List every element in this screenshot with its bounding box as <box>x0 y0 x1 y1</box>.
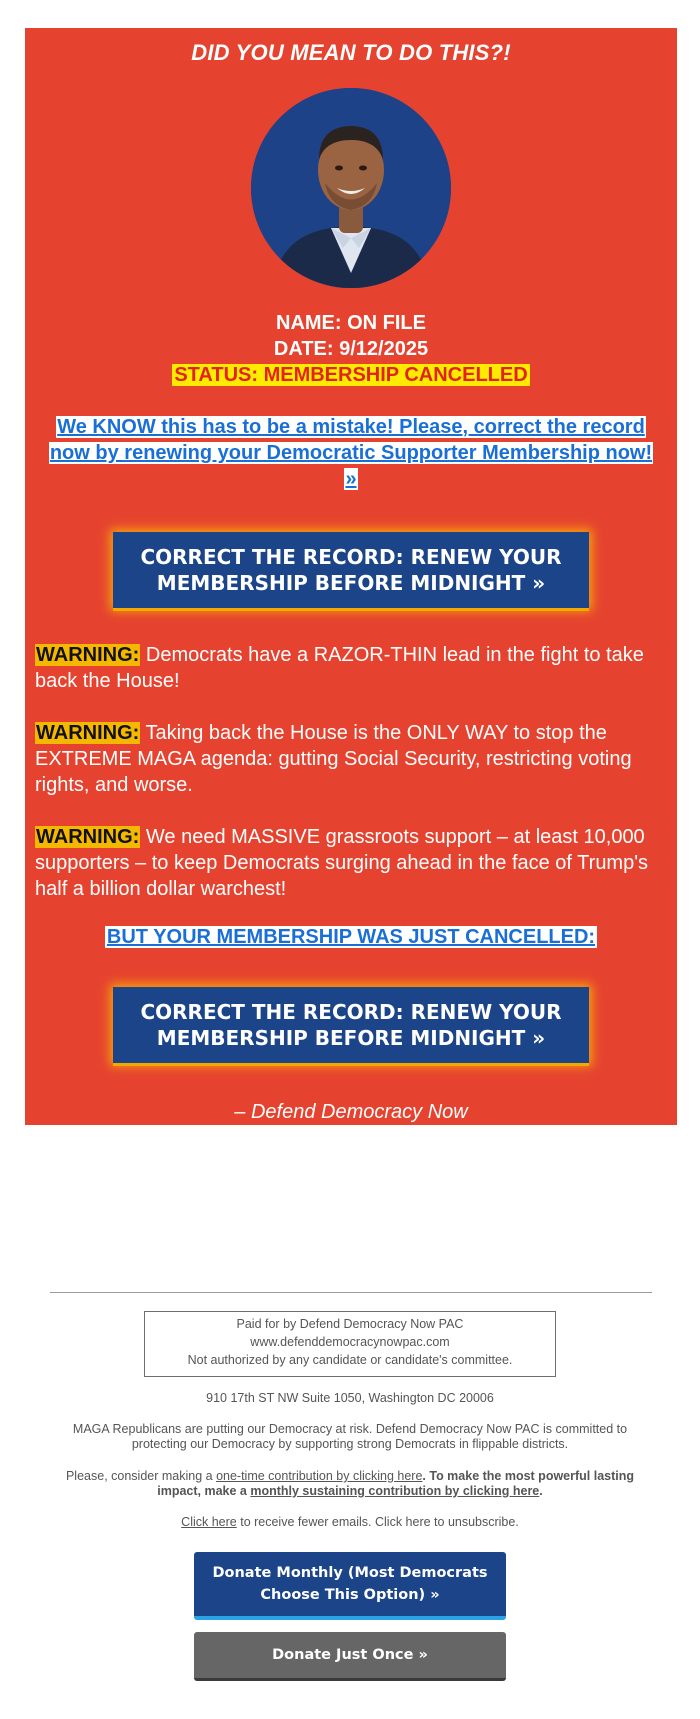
email-card <box>25 28 677 1125</box>
disclaimer-box <box>144 1311 556 1377</box>
website-line: www.defenddemocracynowpac.com <box>250 1335 450 1349</box>
membership-cancelled-line[interactable] <box>25 926 677 949</box>
contrib-mid-text: . To make the most powerful lasting impact, make a <box>157 1469 635 1498</box>
contrib-prefix: Please, consider making a <box>65 1469 217 1483</box>
warning-text: Taking back the House is the ONLY WAY to stop the EXTREME MAGA agenda: gutting Social Security, restricting voting rights, and worse. <box>35 722 632 796</box>
avatar-photo <box>251 88 451 288</box>
renew-membership-link-text: We KNOW this has to be a mistake! Please, correct the record now by renewing your Democratic Supporter Membership now! » <box>49 416 653 490</box>
warning-label: WARNING: <box>36 826 140 848</box>
membership-cancelled-link[interactable]: BUT YOUR MEMBERSHIP WAS JUST CANCELLED: <box>106 926 596 948</box>
contribution-text <box>60 1469 640 1499</box>
monthly-contribution-link[interactable]: monthly sustaining contribution by clicking here <box>250 1484 540 1498</box>
warning-1 <box>35 642 667 694</box>
warning-label: WARNING: <box>36 722 140 744</box>
warning-text: We need MASSIVE grassroots support – at least 10,000 supporters – to keep Democrats surging ahead in the face of Trump's half a billion dollar warchest! <box>35 826 649 900</box>
warning-3 <box>35 824 667 902</box>
address: 910 17th ST NW Suite 1050, Washington DC 20006 <box>206 1391 494 1405</box>
pitch-text: MAGA Republicans are putting our Democracy at risk. Defend Democracy Now PAC is committed to protecting our Democracy by supporting strong Democrats in flippable districts. <box>72 1422 628 1451</box>
paid-for-line: Paid for by Defend Democracy Now PAC <box>236 1317 464 1331</box>
donate-once-button[interactable]: Donate Just Once » <box>194 1632 506 1681</box>
headline: DID YOU MEAN TO DO THIS?! <box>191 40 511 65</box>
warning-2 <box>35 720 667 798</box>
signoff: – Defend Democracy Now <box>234 1101 468 1123</box>
portrait-illustration <box>251 88 451 288</box>
correct-record-button-top[interactable]: CORRECT THE RECORD: RENEW YOUR MEMBERSHIP BEFORE MIDNIGHT » <box>113 532 589 608</box>
date-line: DATE: 9/12/2025 <box>273 338 429 360</box>
donate-monthly-button[interactable]: Donate Monthly (Most Democrats Choose This Option) » <box>194 1552 506 1620</box>
correct-record-button-bottom[interactable]: CORRECT THE RECORD: RENEW YOUR MEMBERSHIP BEFORE MIDNIGHT » <box>113 987 589 1063</box>
footer-divider <box>50 1292 652 1293</box>
contrib-end: . <box>539 1484 543 1498</box>
warning-label: WARNING: <box>36 644 140 666</box>
name-line: NAME: ON FILE <box>276 312 426 334</box>
warning-text: Democrats have a RAZOR-THIN lead in the fight to take back the House! <box>35 644 644 692</box>
status-cancelled-text: STATUS: MEMBERSHIP CANCELLED <box>174 364 528 386</box>
unsubscribe-text <box>60 1515 640 1530</box>
status-block <box>25 310 677 388</box>
not-authorized-line: Not authorized by any candidate or candidate's committee. <box>187 1353 513 1367</box>
one-time-contribution-link[interactable]: one-time contribution by clicking here <box>216 1469 423 1483</box>
fewer-emails-link[interactable]: Click here <box>181 1515 237 1529</box>
renew-membership-link[interactable] <box>45 414 657 492</box>
unsubscribe-rest: to receive fewer emails. Click here to unsubscribe. <box>236 1515 519 1529</box>
status-line <box>25 362 677 388</box>
